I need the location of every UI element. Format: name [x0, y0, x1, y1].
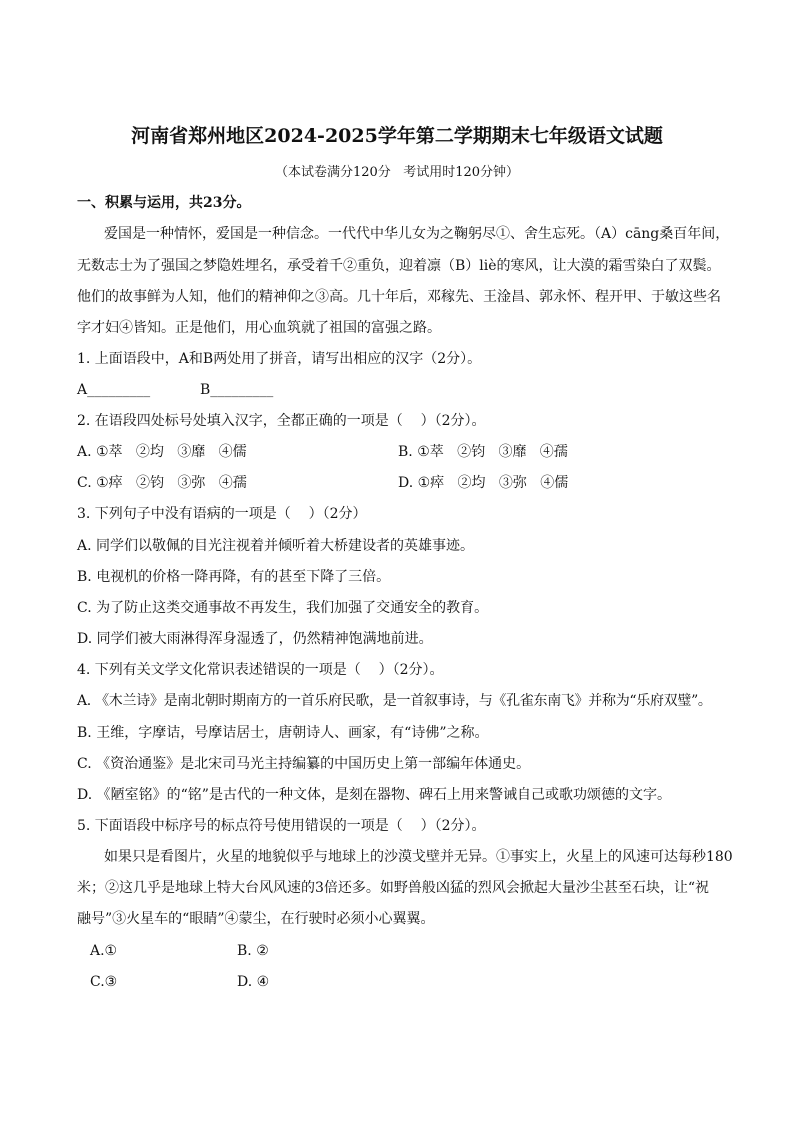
question-4-stem: 4. 下列有关文学文化常识表述错误的一项是（ ）（2分）。	[77, 662, 444, 678]
question-2-stem: 2. 在语段四处标号处填入汉字，全都正确的一项是（ ）（2分）。	[77, 413, 486, 429]
answer-blank-a[interactable]: A_________	[77, 382, 151, 398]
question-1-stem: 1. 上面语段中，A和B两处用了拼音，请写出相应的汉字（2分）。	[77, 351, 482, 367]
question-2-option-b[interactable]: B. ①萃 ②钧 ③靡 ④孺	[398, 444, 568, 460]
page-title: 河南省郑州地区2024-2025学年第二学期期末七年级语文试题	[131, 125, 663, 147]
question-5-option-c[interactable]: C.③	[90, 974, 118, 990]
question-4-option-c[interactable]: C. 《资治通鉴》是北宋司马光主持编纂的中国历史上第一部编年体通史。	[77, 756, 531, 772]
question-2-option-a[interactable]: A. ①萃 ②均 ③靡 ④儒	[77, 444, 247, 460]
question-5-option-b[interactable]: B. ②	[237, 943, 269, 959]
question-5-option-d[interactable]: D. ④	[237, 974, 270, 990]
question-2-option-c[interactable]: C. ①瘁 ②钧 ③弥 ④孺	[77, 475, 247, 491]
passage-line: 字才妇④皆知。正是他们，用心血筑就了祖国的富强之路。	[77, 320, 441, 336]
passage-line: 爱国是一种情怀，爱国是一种信念。一代代中华儿女为之鞠躬尽①、舍生忘死。（A）cāng桑百年间，	[104, 226, 730, 242]
question-3-option-d[interactable]: D. 同学们被大雨淋得浑身湿透了，仍然精神饱满地前进。	[77, 631, 433, 647]
question-3-option-b[interactable]: B. 电视机的价格一降再降，有的甚至下降了三倍。	[77, 569, 391, 585]
passage-line: 如果只是看图片，火星的地貌似乎与地球上的沙漠戈壁并无异。①事实上，火星上的风速可达每秒180	[104, 849, 733, 865]
page-subtitle: （本试卷满分120分 考试用时120分钟）	[274, 165, 520, 180]
passage-line: 无数志士为了强国之梦隐姓埋名，承受着千②重负，迎着凛（B）liè的寒风，让大漠的霜雪染白了双鬓。	[77, 258, 721, 274]
question-3-option-a[interactable]: A. 同学们以敬佩的目光注视着并倾听着大桥建设者的英雄事迹。	[77, 538, 475, 554]
question-4-option-a[interactable]: A. 《木兰诗》是南北朝时期南方的一首乐府民歌，是一首叙事诗，与《孔雀东南飞》并称为“乐府双璧”。	[77, 693, 712, 709]
question-3-stem: 3. 下列句子中没有语病的一项是（ ）（2分）	[77, 506, 367, 522]
question-4-option-d[interactable]: D. 《陋室铭》的“铭”是古代的一种文体，是刻在器物、碑石上用来警诫自己或歌功颂德的文字。	[77, 787, 671, 803]
passage-line: 融号”③火星车的“眼睛”④蒙尘，在行驶时必须小心翼翼。	[77, 911, 435, 927]
passage-line: 他们的故事鲜为人知，他们的精神仰之③高。几十年后，邓稼先、王淦昌、郭永怀、程开甲、于敏这些名	[77, 289, 721, 305]
question-4-option-b[interactable]: B. 王维，字摩诘，号摩诘居士，唐朝诗人、画家，有“诗佛”之称。	[77, 725, 489, 741]
question-3-option-c[interactable]: C. 为了防止这类交通事故不再发生，我们加强了交通安全的教育。	[77, 600, 489, 616]
section-heading: 一、积累与运用，共23分。	[77, 195, 251, 211]
question-5-stem: 5. 下面语段中标序号的标点符号使用错误的一项是（ ）（2分）。	[77, 818, 486, 834]
answer-blank-b[interactable]: B_________	[200, 382, 274, 398]
question-2-option-d[interactable]: D. ①瘁 ②均 ③弥 ④儒	[398, 475, 569, 491]
question-5-option-a[interactable]: A.①	[90, 943, 118, 959]
passage-line: 米；②这几乎是地球上特大台风风速的3倍还多。如野兽般凶猛的烈风会掀起大量沙尘甚至石块，让“祝	[77, 880, 710, 896]
